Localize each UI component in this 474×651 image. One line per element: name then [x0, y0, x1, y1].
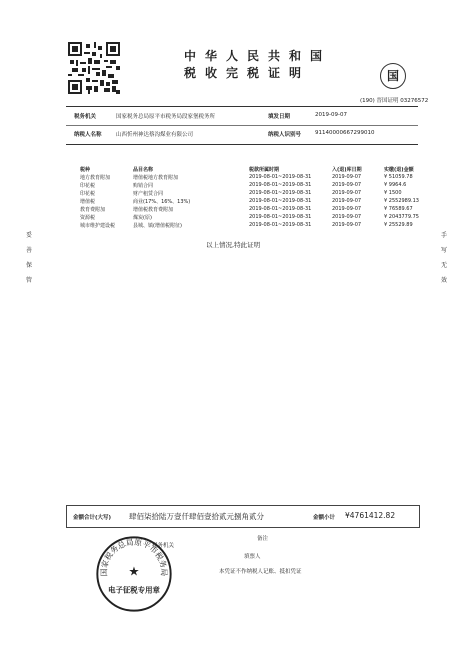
cell-item-name: 财产租赁合同 [133, 191, 164, 197]
cell-storage-date: 2019-09-07 [332, 190, 362, 196]
cell-amount: ¥ 2043779.75 [384, 214, 419, 220]
cell-storage-date: 2019-09-07 [332, 174, 362, 180]
total-small-label: 金额小计 [313, 515, 336, 521]
cell-storage-date: 2019-09-07 [332, 222, 362, 228]
qr-code [68, 42, 120, 94]
stamp-arc-text: 国家税务总局原平市税务局 [99, 537, 169, 577]
national-emblem-icon: 国 [380, 63, 406, 89]
total-amount-box [66, 505, 420, 528]
total-words-label: 金额合计(大写) [73, 515, 112, 521]
stamp-center-text: 电子征税专用章 [108, 585, 160, 595]
side-note-left: 妥善保管 [25, 232, 32, 284]
cell-amount: ¥ 25529.89 [384, 222, 413, 228]
table-row [0, 182, 474, 189]
tax-authority-value: 国家税务总局原平市税务局段家堡税务所 [116, 114, 216, 120]
cell-tax-period: 2019-08-01~2019-08-31 [249, 222, 312, 228]
document-title-line1: 中华人民共和国 [184, 49, 332, 63]
footer-authority-label: 税务机关 [152, 543, 175, 549]
cell-amount: ¥ 9964.6 [384, 182, 407, 188]
taxpayer-id-label: 纳税人识别号 [268, 132, 302, 138]
col-header-amount: 实缴(退)金额 [384, 167, 414, 173]
cell-tax-type: 印花税 [80, 191, 96, 197]
electronic-tax-seal [95, 535, 173, 613]
divider-info-bottom [66, 144, 418, 145]
footer-validity-note: 本凭证不作纳税人记账、抵扣凭证 [219, 569, 302, 575]
cell-tax-period: 2019-08-01~2019-08-31 [249, 214, 312, 220]
cell-item-name: 增值税教育费附加 [133, 207, 174, 213]
issue-date-label: 填发日期 [268, 114, 291, 120]
taxpayer-name-label: 纳税人名称 [74, 132, 102, 138]
cell-item-name: 县城、镇(增值税附征) [133, 223, 182, 229]
cell-storage-date: 2019-09-07 [332, 198, 362, 204]
cell-item-name: 煤炭(原) [133, 215, 152, 221]
col-header-tax-type: 税种 [80, 167, 91, 173]
certification-note: 以上情况,特此证明 [206, 241, 261, 249]
cell-tax-period: 2019-08-01~2019-08-31 [249, 190, 312, 196]
cell-item-name: 商业(17%、16%、13%) [133, 199, 191, 205]
table-row [0, 198, 474, 205]
taxpayer-name-value: 山西忻州神达蔡沟煤业有限公司 [116, 132, 194, 138]
total-figure-value: ¥4761412.82 [345, 511, 396, 520]
cell-amount: ¥ 76589.67 [384, 206, 413, 212]
cell-tax-type: 增值税 [80, 199, 96, 205]
cell-tax-type: 印花税 [80, 183, 96, 189]
table-row [0, 214, 474, 221]
cell-tax-period: 2019-08-01~2019-08-31 [249, 206, 312, 212]
cell-tax-type: 地方教育附加 [80, 175, 111, 181]
issue-date-value: 2019-09-07 [315, 112, 347, 118]
cell-storage-date: 2019-09-07 [332, 206, 362, 212]
divider-top [66, 106, 418, 107]
footer-remark-label: 备注 [257, 536, 269, 542]
cell-item-name: 购销合同 [133, 183, 154, 189]
certificate-number: (190) 晋国证明 03276572 [360, 98, 429, 104]
col-header-storage-date: 入(退)库日期 [332, 167, 362, 173]
table-row [0, 206, 474, 213]
col-header-item-name: 品目名称 [133, 167, 154, 173]
col-header-tax-period: 税款所属时期 [249, 167, 280, 173]
taxpayer-id-value: 91140000667299010 [315, 130, 375, 136]
svg-text:★: ★ [128, 563, 140, 579]
table-row [0, 190, 474, 197]
divider-mid [66, 125, 418, 126]
tax-authority-label: 税务机关 [74, 114, 97, 120]
cell-tax-type: 资源税 [80, 215, 96, 221]
cell-tax-period: 2019-08-01~2019-08-31 [249, 198, 312, 204]
total-words-value: 肆佰柒拾陆万壹仟肆佰壹拾贰元捌角贰分 [129, 512, 264, 521]
cell-amount: ¥ 2552989.13 [384, 198, 419, 204]
cell-tax-type: 教育费附加 [80, 207, 106, 213]
cell-amount: ¥ 1500 [384, 190, 402, 196]
cell-storage-date: 2019-09-07 [332, 182, 362, 188]
document-title-line2: 税收完税证明 [184, 66, 311, 80]
cell-storage-date: 2019-09-07 [332, 214, 362, 220]
table-row [0, 222, 474, 229]
table-row [0, 174, 474, 181]
cell-tax-period: 2019-08-01~2019-08-31 [249, 182, 312, 188]
cell-tax-period: 2019-08-01~2019-08-31 [249, 174, 312, 180]
footer-filler-label: 填票人 [244, 554, 261, 560]
cell-tax-type: 城市维护建设税 [80, 223, 116, 229]
cell-item-name: 增值税地方教育附加 [133, 175, 179, 181]
side-note-right: 手写无效 [440, 232, 447, 284]
cell-amount: ¥ 51059.78 [384, 174, 413, 180]
